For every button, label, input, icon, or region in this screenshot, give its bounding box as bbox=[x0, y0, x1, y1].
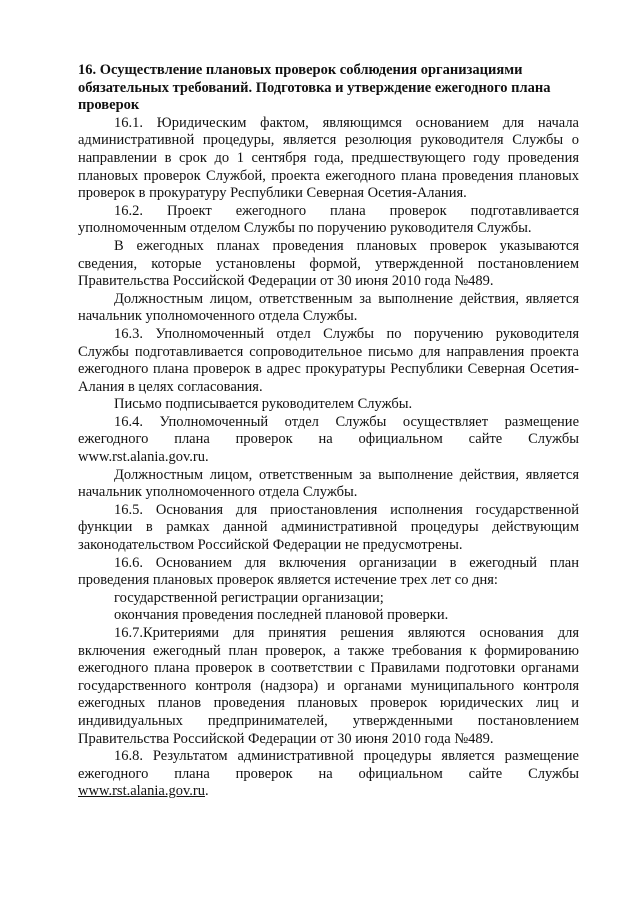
paragraph-last-inspection: окончания проведения последней плановой проверки. bbox=[114, 607, 449, 624]
paragraph-16-8 bbox=[78, 748, 579, 801]
section-heading: 16. Осуществление плановых проверок соблюдения организациями обязательных требований. Подготовка и утверждение ежегодного плана проверок bbox=[78, 62, 551, 114]
website-link[interactable]: www.rst.alania.gov.ru bbox=[78, 783, 205, 800]
paragraph-16-6: 16.6. Основанием для включения организации в ежегодный план проведения плановых проверок является истечение трех лет со дня: bbox=[78, 554, 579, 589]
paragraph-16-8-tail: . bbox=[204, 783, 209, 800]
paragraph-responsible-1: Должностным лицом, ответственным за выполнение действия, является начальник уполномоченного отдела Службы. bbox=[78, 290, 579, 325]
paragraph-16-4: 16.4. Уполномоченный отдел Службы осуществляет размещение ежегодного плана проверок на официальном сайте Службы www.rst.alania.gov.ru. bbox=[78, 413, 579, 466]
paragraph-responsible-2: Должностным лицом, ответственным за выполнение действия, является начальник уполномоченного отдела Службы. bbox=[78, 466, 579, 501]
paragraph-16-8-text: 16.8. Результатом административной процедуры является размещение ежегодного плана проверок на официальном сайте Службы bbox=[78, 748, 579, 782]
paragraph-letter-signed: Письмо подписывается руководителем Службы. bbox=[114, 396, 413, 413]
paragraph-16-5: 16.5. Основания для приостановления исполнения государственной функции в рамках данной административной процедуры действующим законодательством Российской Федерации не предусмотрены. bbox=[78, 501, 579, 554]
paragraph-plan-contents: В ежегодных планах проведения плановых проверок указываются сведения, которые установлены формой, утвержденной постановлением Правительства Российской Федерации от 30 июня 2010 года №489. bbox=[78, 237, 579, 290]
paragraph-16-2: 16.2. Проект ежегодного плана проверок подготавливается уполномоченным отделом Службы по поручению руководителя Службы. bbox=[78, 202, 579, 237]
document-page bbox=[78, 62, 579, 801]
paragraph-16-1: 16.1. Юридическим фактом, являющимся основанием для начала административной процедуры, является резолюция руководителя Службы о направлении в срок до 1 сентября года, предшествующего году проведения плановых проверок Службой, проекта ежегодного плана проведения плановых проверок в прокуратуру Республики Северная Осетия-Алания. bbox=[78, 114, 579, 202]
paragraph-16-3: 16.3. Уполномоченный отдел Службы по поручению руководителя Службы подготавливается сопроводительное письмо для направления проекта ежегодного плана проверок в адрес прокуратуры Республики Северная Осетия-Алания в целях согласования. bbox=[78, 325, 579, 395]
paragraph-16-7: 16.7.Критериями для принятия решения являются основания для включения ежегодный план проверок, а также требования к формированию ежегодного плана проверок в соответствии с Правилами подготовки органами государственного контроля (надзора) и органами муниципального контроля ежегодных планов проведения плановых проверок юридических лиц и индивидуальных предпринимателей, утвержденными постановлением Правительства Российской Федерации от 30 июня 2010 года №489. bbox=[78, 625, 579, 747]
paragraph-registration: государственной регистрации организации; bbox=[114, 589, 384, 606]
